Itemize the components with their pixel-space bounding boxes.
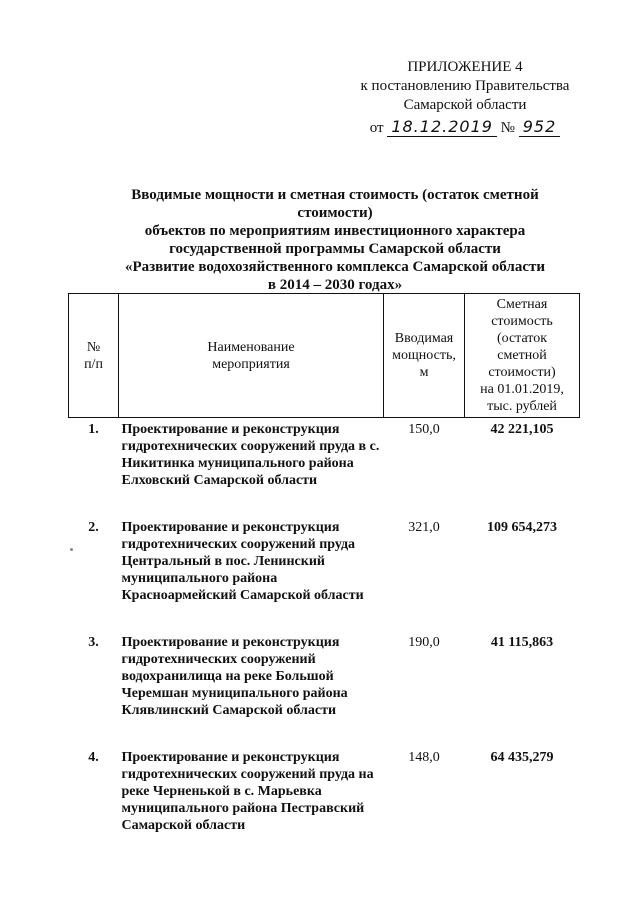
handwritten-number: 952 [519, 117, 561, 137]
row-name: Проектирование и реконструкция гидротехнических сооружений пруда Центральный в пос. Ленинский муниципального района Красноармейский Самарской области [121, 520, 364, 603]
header-number-line-2: п/п [84, 356, 103, 372]
header-power-line-1: Вводимая [394, 331, 454, 346]
header-cost-line-3: (остаток [496, 331, 548, 346]
header-cost-line-4: сметной [497, 348, 547, 363]
row-cost: 41 115,863 [490, 635, 554, 650]
appendix-line-1: к постановлению Правительства [360, 78, 570, 94]
header-power-line-3: м [419, 365, 429, 380]
table-row [69, 746, 580, 861]
header-cost-line-7: тыс. рублей [487, 399, 557, 414]
table-row [69, 418, 580, 517]
header-number [69, 294, 119, 418]
appendix-reference [330, 117, 600, 138]
document-heading [95, 186, 575, 294]
row-power: 150,0 [408, 422, 440, 437]
header-cost-line-5: стоимости) [488, 365, 556, 380]
header-name-line-1: Наименование [207, 339, 295, 355]
heading-line-4: «Развитие водохозяйственного комплекса Самарской области [124, 259, 546, 275]
header-number-line-1: № [86, 339, 101, 355]
header-power [384, 294, 465, 418]
appendix-title: ПРИЛОЖЕНИЕ 4 [407, 59, 523, 75]
heading-line-5: в 2014 – 2030 годах» [267, 277, 403, 293]
row-name: Проектирование и реконструкция гидротехнических сооружений пруда на реке Черненькой в с. Марьевка муниципального района Пестравский Самарской области [121, 750, 374, 833]
row-number: 3. [88, 635, 99, 650]
capacity-cost-table [68, 293, 580, 861]
row-number: 2. [88, 520, 99, 535]
header-power-line-2: мощность, [392, 348, 456, 363]
header-name-line-2: мероприятия [212, 356, 290, 372]
handwritten-date: 18.12.2019 [387, 117, 497, 137]
number-label: № [500, 120, 515, 136]
from-label: от [369, 120, 384, 136]
row-number: 1. [88, 422, 99, 437]
header-name [119, 294, 384, 418]
row-cost: 109 654,273 [487, 520, 557, 535]
header-cost-line-6: на 01.01.2019, [480, 382, 564, 397]
heading-line-2: объектов по мероприятиям инвестиционного характера [144, 223, 526, 239]
table-row [69, 631, 580, 746]
row-power: 148,0 [408, 750, 440, 765]
row-power: 190,0 [408, 635, 440, 650]
table-body [69, 418, 580, 862]
header-cost-line-2: стоимость [491, 314, 553, 329]
appendix-line-2: Самарской области [403, 97, 527, 113]
row-cost: 64 435,279 [490, 750, 554, 765]
header-cost [465, 294, 580, 418]
row-cost: 42 221,105 [490, 422, 554, 437]
heading-line-3: государственной программы Самарской области [169, 241, 501, 257]
appendix-block [330, 58, 600, 138]
table-header-row [69, 294, 580, 418]
header-cost-line-1: Сметная [496, 297, 548, 312]
heading-line-1: Вводимые мощности и сметная стоимость (остаток сметной стоимости) [131, 187, 539, 221]
row-name: Проектирование и реконструкция гидротехнических сооружений водохранилища на реке Большой Черемшан муниципального района Клявлинский Самарской области [121, 635, 348, 718]
table-row [69, 516, 580, 631]
row-name: Проектирование и реконструкция гидротехнических сооружений пруда в с. Никитинка муниципального района Елховский Самарской области [121, 422, 380, 488]
table-header [69, 294, 580, 418]
row-number: 4. [88, 750, 99, 765]
row-power: 321,0 [408, 520, 440, 535]
scan-speck [70, 548, 73, 551]
